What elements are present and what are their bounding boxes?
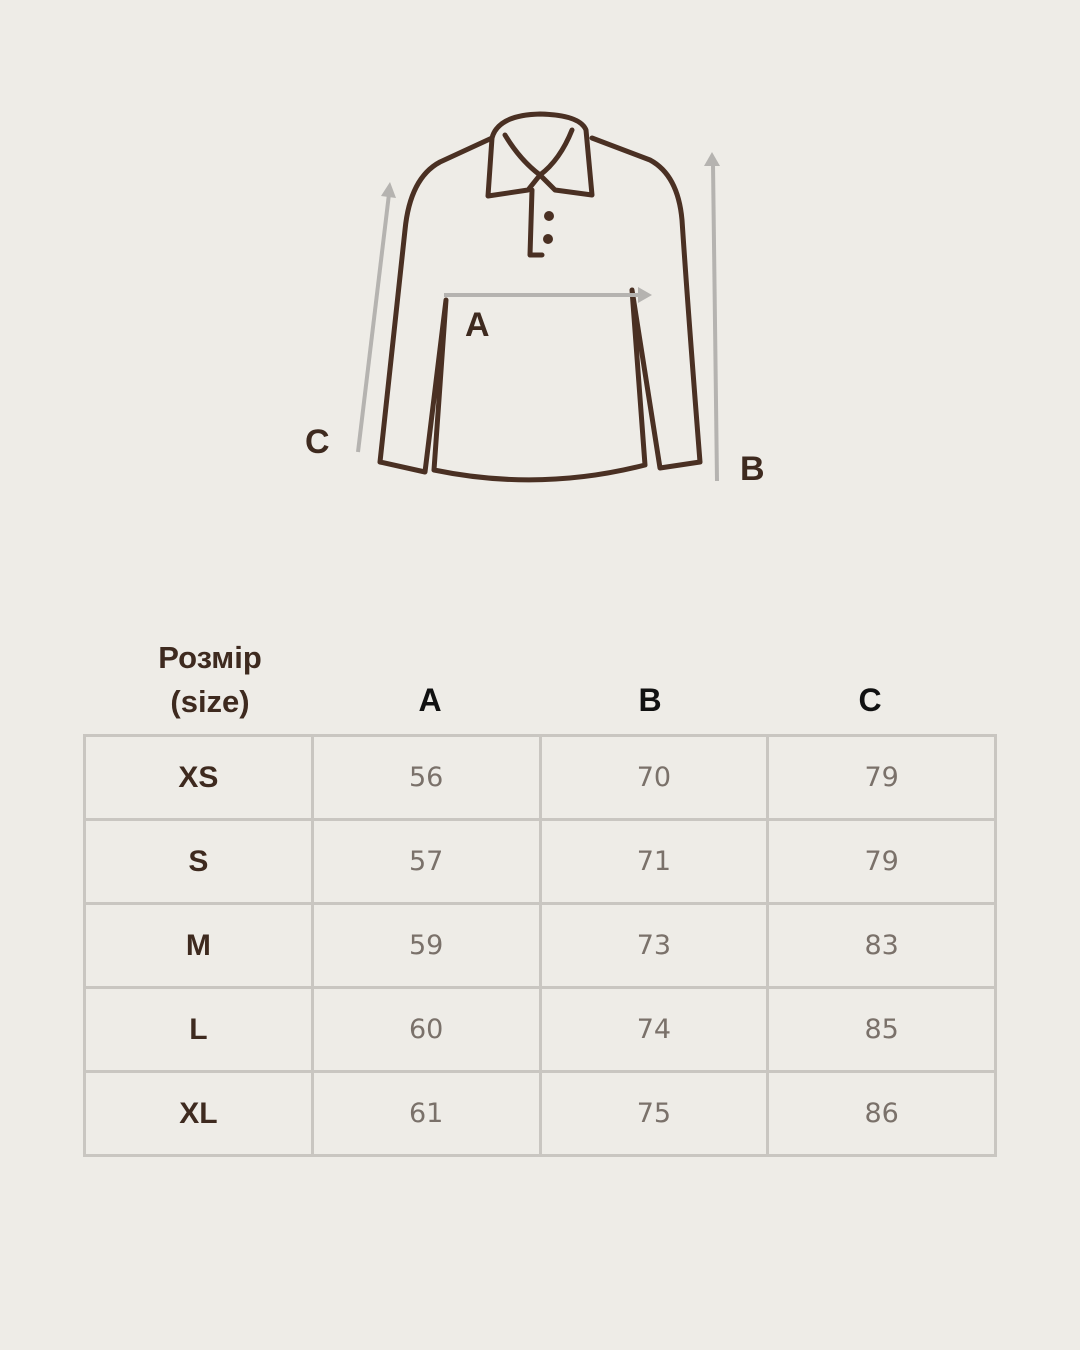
value-cell-b: 70 xyxy=(540,736,768,820)
size-cell: M xyxy=(85,904,313,988)
value-cell-c: 79 xyxy=(768,820,996,904)
value-cell-a: 60 xyxy=(312,988,540,1072)
value-cell-a: 57 xyxy=(312,820,540,904)
table-row xyxy=(85,736,996,820)
value-cell-c: 86 xyxy=(768,1072,996,1156)
table-row xyxy=(85,904,996,988)
size-cell: S xyxy=(85,820,313,904)
size-header-line1: Розмір xyxy=(158,640,262,675)
garment-diagram xyxy=(0,0,1080,560)
dimension-label-b: B xyxy=(740,450,765,488)
value-cell-c: 79 xyxy=(768,736,996,820)
value-cell-a: 56 xyxy=(312,736,540,820)
value-cell-a: 61 xyxy=(312,1072,540,1156)
value-cell-b: 74 xyxy=(540,988,768,1072)
column-header-b: B xyxy=(638,682,662,718)
value-cell-c: 85 xyxy=(768,988,996,1072)
column-header-c: C xyxy=(858,682,882,718)
dimension-label-c: C xyxy=(305,423,330,461)
value-cell-b: 75 xyxy=(540,1072,768,1156)
table-row xyxy=(85,1072,996,1156)
table-row xyxy=(85,820,996,904)
value-cell-a: 59 xyxy=(312,904,540,988)
value-cell-c: 83 xyxy=(768,904,996,988)
size-cell: XS xyxy=(85,736,313,820)
table-row xyxy=(85,988,996,1072)
size-cell: L xyxy=(85,988,313,1072)
size-cell: XL xyxy=(85,1072,313,1156)
dimension-label-a: A xyxy=(465,306,490,344)
value-cell-b: 73 xyxy=(540,904,768,988)
polo-shirt-icon xyxy=(0,0,1080,560)
size-table xyxy=(83,734,997,1157)
value-cell-b: 71 xyxy=(540,820,768,904)
column-header-a: A xyxy=(418,682,442,718)
size-header-line2: (size) xyxy=(170,684,250,719)
size-column-header xyxy=(110,636,310,724)
